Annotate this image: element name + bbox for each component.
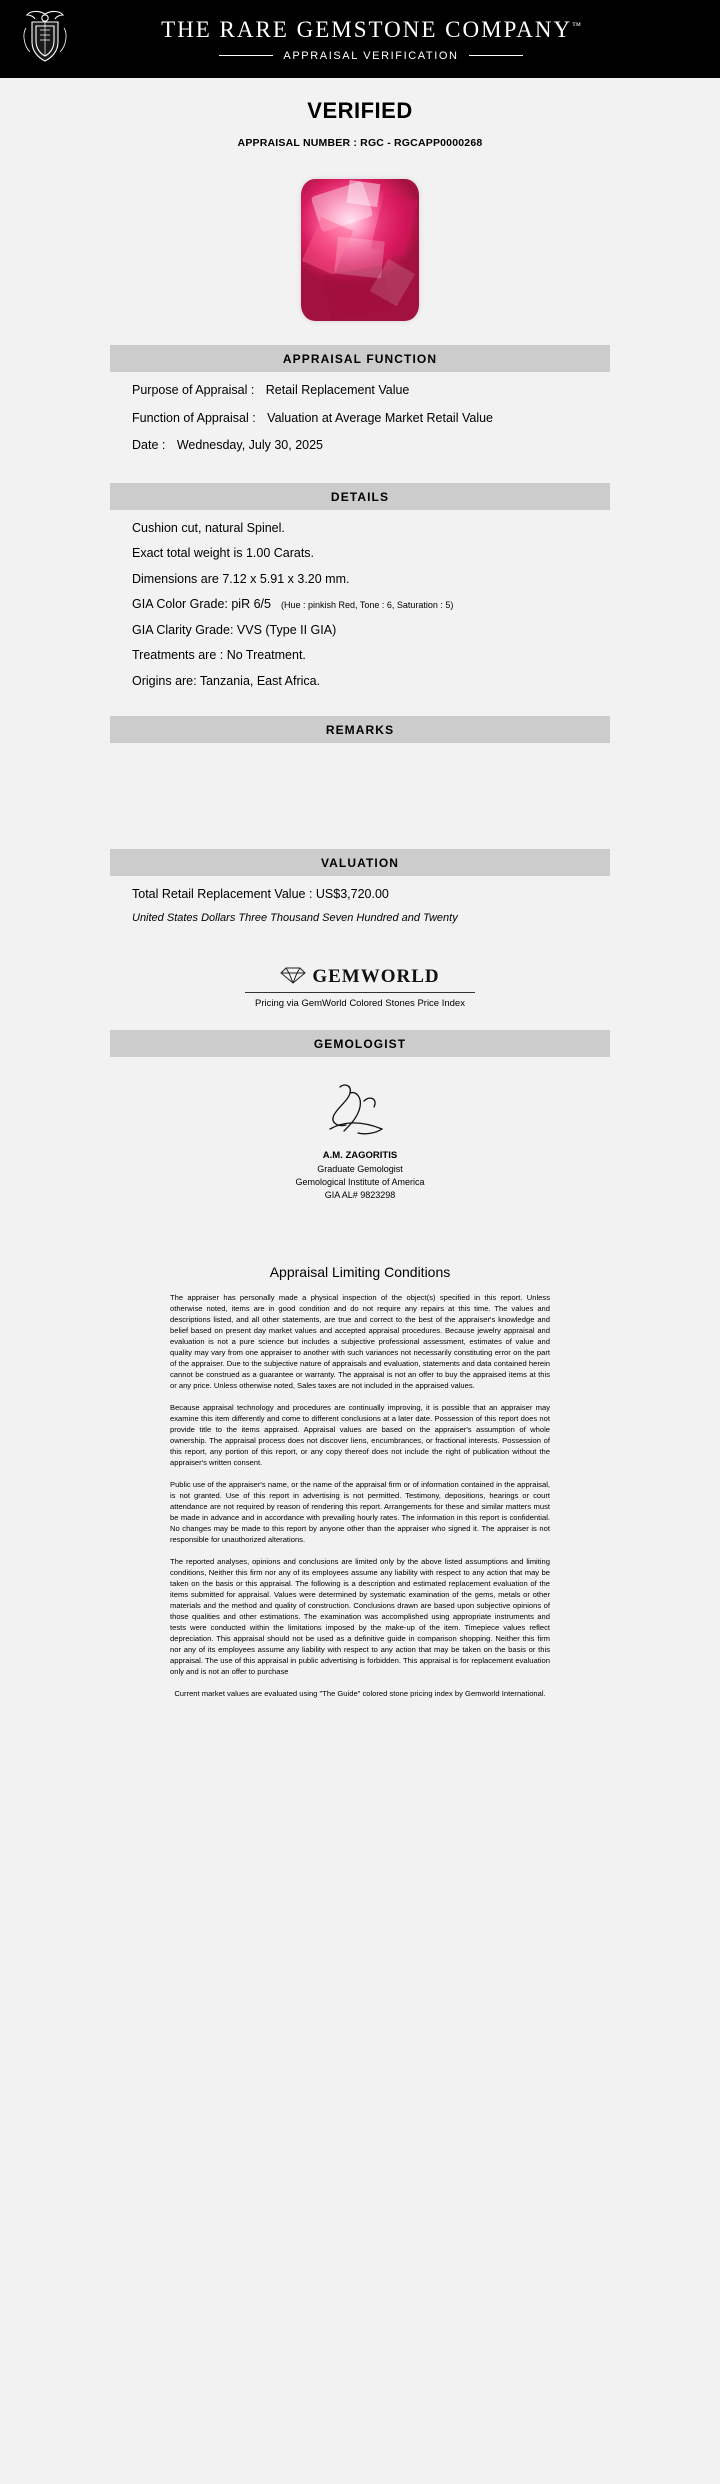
pricing-source-block [110, 966, 610, 1011]
appraisal-purpose-label: Purpose of Appraisal : [132, 383, 255, 397]
detail-treatments: Treatments are : No Treatment. [132, 648, 306, 662]
verified-title: VERIFIED [307, 98, 413, 123]
detail-dimensions: Dimensions are 7.12 x 5.91 x 3.20 mm. [132, 571, 350, 586]
gemologist-institute: Gemological Institute of America [295, 1177, 425, 1188]
gemologist-info [110, 1149, 610, 1202]
detail-origins: Origins are: Tanzania, East Africa. [132, 673, 321, 688]
valuation-total-row [132, 888, 588, 901]
limiting-conditions-paragraph: The appraiser has personally made a physical inspection of the object(s) specified in this report. Unless otherwise noted, items are in good condition and do not require any repairs at this time. The values and descriptions listed, and all other statements, are true and correct to the best of the appraiser's knowledge and belief based on present day market values and accepted appraisal procedures. Because jewelry appraisal and evaluation is not a pure science but includes a subjective professional assessment, estimates of value and quality may vary from one appraiser to another with such variances not necessarily constituting error on the part of the appraiser. Due to the subjective nature of appraisals and evaluation, statements and data contained herein cannot be construed as a guarantee or warranty. The appraisal is not an offer to buy the appraised items at this or any price. Unless otherwise noted, Sales taxes are not included in the appraised values. [170, 1293, 550, 1391]
appraisal-function-row [132, 412, 588, 425]
appraisal-date-label: Date : [132, 438, 166, 452]
appraisal-number: APPRAISAL NUMBER : RGC - RGCAPP0000268 [237, 137, 483, 149]
gem-facet [335, 236, 386, 278]
appraisal-date-row [132, 439, 588, 452]
detail-clarity-grade: GIA Clarity Grade: VVS (Type II GIA) [132, 622, 337, 637]
heraldic-shield-crest-icon [18, 8, 72, 70]
gemstone-image [301, 179, 419, 321]
limiting-conditions-footer: Current market values are evaluated using "The Guide" colored stone pricing index by Gemworld International. [174, 1689, 546, 1699]
gemworld-logo [280, 966, 439, 989]
valuation-amount-in-words: United States Dollars Three Thousand Seven Hundred and Twenty [132, 911, 458, 924]
divider-left [219, 55, 273, 56]
trademark-symbol: ™ [572, 19, 581, 30]
remarks-text [132, 755, 588, 833]
gemworld-rule [245, 992, 475, 993]
appraisal-function-label: Function of Appraisal : [132, 410, 256, 425]
appraisal-date-value: Wednesday, July 30, 2025 [176, 438, 324, 452]
section-header-appraisal-function: APPRAISAL FUNCTION [110, 345, 610, 372]
gemologist-title: Graduate Gemologist [317, 1164, 403, 1175]
divider-right [469, 55, 523, 56]
signature-image [110, 1079, 610, 1141]
section-header-details: DETAILS [110, 483, 610, 510]
document-body [0, 78, 720, 1750]
limiting-conditions-paragraph: The reported analyses, opinions and conclusions are limited only by the above listed assumptions and limiting conditions, Neither this firm nor any of its employees assume any liability with respect to any action that may be taken on the basis or this appraisal. The following is a description and estimated replacement evaluation of the items submitted for appraisal. Values were determined by systematic examination of the gems, metals or other materials and the method and quality of construction. Conclusions drawn are based upon subjective opinions of those qualities and other estimations. The examination was accomplished using appropriate instruments and tests were conducted within the limitations imposed by the make-up of the item. Timepiece values reflect depreciation. This appraisal should not be used as a definitive guide in comparison shopping. Neither this firm nor any of its employees assume any liability with respect to any action that may be taken on the basis or this appraisal. The use of this appraisal in public advertising is forbidden. This appraisal is for replacement evaluation only and is not an offer to purchase [170, 1557, 550, 1677]
section-header-gemologist: GEMOLOGIST [110, 1030, 610, 1057]
valuation-total-value: US$3,720.00 [315, 887, 389, 901]
limiting-conditions-paragraph: Public use of the appraiser's name, or the name of the appraisal firm or of information contained in the appraisal, is not granted. Use of this report in advertising is not permitted. Testimony, depositions, hearings or court attendance are not required by reason of rendering this report. Arrangements for these and similar matters must be made in advance and in accordance with prevailing hourly rates. The information in this report is confidential. No changes may be made to this report by anyone other than the appraiser who signed it. The appraiser is not responsible for unauthorized alterations. [170, 1480, 550, 1545]
appraisal-function-value: Valuation at Average Market Retail Value [267, 410, 494, 425]
section-header-remarks: REMARKS [110, 716, 610, 743]
pricing-source-caption: Pricing via GemWorld Colored Stones Price Index [255, 997, 465, 1009]
bottom-spacer [110, 1710, 610, 1750]
header-subtitle-row [40, 50, 702, 62]
appraisal-function-block [110, 372, 610, 471]
valuation-block [110, 876, 610, 928]
detail-color-grade [132, 598, 588, 611]
appraisal-purpose-value: Retail Replacement Value [265, 383, 410, 397]
details-block [110, 510, 610, 705]
gemologist-block [110, 1057, 610, 1202]
detail-cut: Cushion cut, natural Spinel. [132, 520, 285, 535]
detail-weight: Exact total weight is 1.00 Carats. [132, 546, 315, 560]
header-title-group [40, 17, 702, 62]
gemworld-wordmark: GEMWORLD [312, 966, 440, 987]
valuation-total-label: Total Retail Replacement Value : [132, 887, 313, 901]
diamond-icon [280, 966, 306, 989]
company-name: THE RARE GEMSTONE COMPANY™ [161, 16, 581, 42]
gemstone-image-container [110, 175, 610, 325]
document-header [0, 0, 720, 78]
header-subtitle: APPRAISAL VERIFICATION [283, 49, 459, 62]
color-grade-note: (Hue : pinkish Red, Tone : 6, Saturation : 5) [280, 600, 454, 610]
remarks-block [110, 743, 610, 837]
section-header-valuation: VALUATION [110, 849, 610, 876]
limiting-conditions-body [170, 1292, 550, 1699]
limiting-conditions-paragraph: Because appraisal technology and procedures are continually improving, it is possible that an appraiser may examine this item differently and come to different conclusions at a later date. Possession of this report does not provide title to the items appraised. Appraisal values are based on the appraiser's assumption of whole ownership. The appraisal process does not discover liens, encumbrances, or fractional interests. Possession of this report, any portion of this report, or any copy thereof does not include the right of publication without the appraiser's written consent. [170, 1403, 550, 1468]
color-grade-value: GIA Color Grade: piR 6/5 [132, 597, 271, 611]
gem-facet [347, 180, 381, 207]
appraisal-purpose-row [132, 384, 588, 397]
limiting-conditions-title: Appraisal Limiting Conditions [269, 1264, 451, 1281]
gemologist-name: A.M. ZAGORITIS [322, 1150, 398, 1162]
gemologist-id: GIA AL# 9823298 [324, 1190, 396, 1201]
